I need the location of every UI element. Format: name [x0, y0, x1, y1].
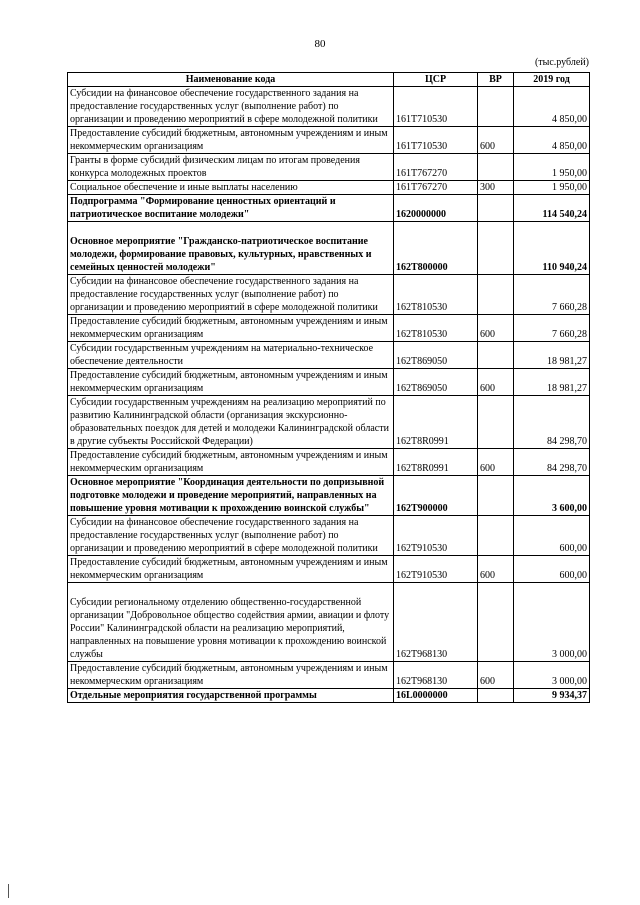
row-vr: 600 [478, 662, 514, 689]
row-name: Социальное обеспечение и иные выплаты населению [68, 181, 394, 195]
row-vr [478, 516, 514, 556]
page-number: 80 [314, 38, 326, 50]
header-vr: ВР [478, 73, 514, 87]
row-code: 161Т710530 [394, 127, 478, 154]
row-amount: 3 000,00 [514, 662, 590, 689]
row-amount: 7 660,28 [514, 315, 590, 342]
row-amount: 84 298,70 [514, 396, 590, 449]
table-row [68, 396, 590, 449]
row-name: Субсидии государственным учреждениям на материально-техническое обеспечение деятельности [68, 342, 394, 369]
table-row [68, 662, 590, 689]
row-vr: 600 [478, 556, 514, 583]
table-row [68, 449, 590, 476]
row-name: Субсидии государственным учреждениям на реализацию мероприятий по развитию Калининградской области (организация экскурсионно-образовательных поездок для детей и молодежи Калининградской области в другие субъекты Российской Федерации) [68, 396, 394, 449]
row-vr [478, 275, 514, 315]
units-label: (тыс.рублей) [534, 57, 589, 68]
row-code: 162Т810530 [394, 315, 478, 342]
row-name: Предоставление субсидий бюджетным, автономным учреждениям и иным некоммерческим организациям [68, 369, 394, 396]
row-code: 16L0000000 [394, 689, 478, 703]
row-vr [478, 195, 514, 222]
row-vr [478, 222, 514, 275]
row-name: Субсидии региональному отделению общественно-государственной организации "Добровольное общество содействия армии, авиации и флоту России" Калининградской области на реализацию мероприятий, направленных на повышение уровня мотивации к прохождению воинской службы [68, 583, 394, 662]
table-row [68, 315, 590, 342]
row-amount: 600,00 [514, 516, 590, 556]
row-code: 162Т869050 [394, 342, 478, 369]
row-name: Субсидии на финансовое обеспечение государственного задания на предоставление государственных услуг (выполнение работ) по организации и проведению мероприятий в сфере молодежной политики [68, 516, 394, 556]
row-amount: 9 934,37 [514, 689, 590, 703]
row-name: Основное мероприятие "Гражданско-патриотическое воспитание молодежи, формирование правовых, культурных, нравственных и семейных ценностей молодежи" [68, 222, 394, 275]
table-row [68, 222, 590, 275]
row-vr [478, 476, 514, 516]
header-name: Наименование кода [68, 73, 394, 87]
row-code: 162Т910530 [394, 556, 478, 583]
row-amount: 3 600,00 [514, 476, 590, 516]
row-name: Предоставление субсидий бюджетным, автономным учреждениям и иным некоммерческим организациям [68, 127, 394, 154]
row-amount: 4 850,00 [514, 87, 590, 127]
row-name: Предоставление субсидий бюджетным, автономным учреждениям и иным некоммерческим организациям [68, 449, 394, 476]
row-amount: 600,00 [514, 556, 590, 583]
row-name: Предоставление субсидий бюджетным, автономным учреждениям и иным некоммерческим организациям [68, 315, 394, 342]
row-name: Предоставление субсидий бюджетным, автономным учреждениям и иным некоммерческим организациям [68, 556, 394, 583]
header-row [68, 73, 590, 87]
row-amount: 7 660,28 [514, 275, 590, 315]
table-row [68, 87, 590, 127]
row-code: 162Т8R0991 [394, 449, 478, 476]
row-code: 162Т800000 [394, 222, 478, 275]
row-code: 162Т968130 [394, 583, 478, 662]
row-amount: 114 540,24 [514, 195, 590, 222]
row-vr [478, 154, 514, 181]
header-year: 2019 год [514, 73, 590, 87]
row-name: Отдельные мероприятия государственной программы [68, 689, 394, 703]
row-name: Основное мероприятие "Координация деятельности по допризывной подготовке молодежи и проведение мероприятий, направленных на повышение уровня мотивации к прохождению воинской службы" [68, 476, 394, 516]
table-row [68, 689, 590, 703]
table-row [68, 476, 590, 516]
row-amount: 3 000,00 [514, 583, 590, 662]
table-row [68, 275, 590, 315]
row-vr [478, 583, 514, 662]
row-amount: 110 940,24 [514, 222, 590, 275]
row-amount: 1 950,00 [514, 181, 590, 195]
row-name: Подпрограмма "Формирование ценностных ориентаций и патриотическое воспитание молодежи" [68, 195, 394, 222]
row-amount: 84 298,70 [514, 449, 590, 476]
row-vr: 600 [478, 127, 514, 154]
row-vr [478, 342, 514, 369]
row-amount: 18 981,27 [514, 369, 590, 396]
table-row [68, 342, 590, 369]
row-code: 162Т8R0991 [394, 396, 478, 449]
row-code: 162Т910530 [394, 516, 478, 556]
header-csr: ЦСР [394, 73, 478, 87]
row-vr [478, 689, 514, 703]
table-row [68, 556, 590, 583]
row-code: 162Т968130 [394, 662, 478, 689]
row-code: 162Т810530 [394, 275, 478, 315]
margin-mark [8, 884, 9, 898]
row-name: Субсидии на финансовое обеспечение государственного задания на предоставление государственных услуг (выполнение работ) по организации и проведению мероприятий в сфере молодежной политики [68, 275, 394, 315]
row-vr: 600 [478, 449, 514, 476]
row-code: 1620000000 [394, 195, 478, 222]
row-code: 162Т869050 [394, 369, 478, 396]
table-body [68, 87, 590, 703]
row-vr: 600 [478, 369, 514, 396]
row-vr [478, 396, 514, 449]
table-row [68, 583, 590, 662]
budget-table [67, 72, 590, 703]
row-vr: 600 [478, 315, 514, 342]
row-amount: 4 850,00 [514, 127, 590, 154]
row-vr: 300 [478, 181, 514, 195]
row-code: 161Т767270 [394, 154, 478, 181]
row-vr [478, 87, 514, 127]
row-amount: 18 981,27 [514, 342, 590, 369]
row-code: 162Т900000 [394, 476, 478, 516]
table-row [68, 127, 590, 154]
row-code: 161Т767270 [394, 181, 478, 195]
row-name: Гранты в форме субсидий физическим лицам по итогам проведения конкурса молодежных проектов [68, 154, 394, 181]
table-row [68, 369, 590, 396]
table-row [68, 195, 590, 222]
row-amount: 1 950,00 [514, 154, 590, 181]
table-row [68, 154, 590, 181]
table-row [68, 181, 590, 195]
table-row [68, 516, 590, 556]
row-name: Субсидии на финансовое обеспечение государственного задания на предоставление государственных услуг (выполнение работ) по организации и проведению мероприятий в сфере молодежной политики [68, 87, 394, 127]
row-name: Предоставление субсидий бюджетным, автономным учреждениям и иным некоммерческим организациям [68, 662, 394, 689]
row-code: 161Т710530 [394, 87, 478, 127]
